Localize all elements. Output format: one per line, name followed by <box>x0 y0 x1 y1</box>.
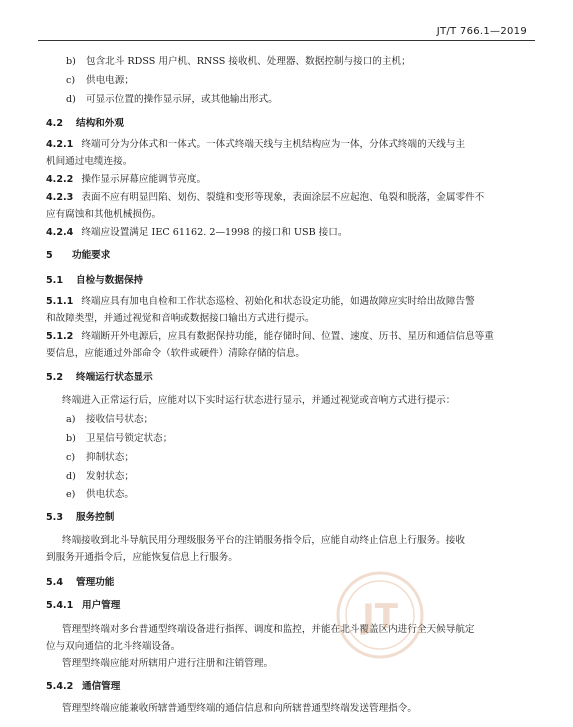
document-code: JT/T 766.1—2019 <box>436 26 527 37</box>
list-item: a) 接收信号状态； <box>66 414 154 425</box>
clause-paragraph: 4.2.3 表面不应有明显凹陷、划伤、裂缝和变形等现象，表面涂层不应起泡、龟裂和脱落，金属零件不 <box>46 192 485 203</box>
clause-continuation: 要信息，应能通过外部命令（软件或硬件）清除存储的信息。 <box>46 348 306 359</box>
jt-watermark-stamp <box>335 570 425 660</box>
list-item: d) 可显示位置的操作显示屏，或其他输出形式。 <box>66 94 278 105</box>
body-paragraph: 管理型终端应能兼收所辖普通型终端的通信信息和向所辖普通型终端发送管理指令。 <box>62 703 417 714</box>
list-item: c) 抑制状态； <box>66 452 134 463</box>
body-paragraph: 终端接收到北斗导航民用分理级服务平台的注销服务指令后，应能自动终止信息上行服务。接收 <box>62 535 465 546</box>
clause-paragraph: 5.1.1 终端应具有加电自检和工作状态巡检、初始化和状态设定功能，如遇故障应实时给出故障告警 <box>46 296 475 307</box>
clause-continuation: 机间通过电缆连接。 <box>46 156 133 167</box>
subsection-heading: 5.4.1 用户管理 <box>46 600 121 611</box>
subsection-heading: 5.4.2 通信管理 <box>46 681 121 692</box>
list-item: b) 卫星信号锁定状态； <box>66 433 173 444</box>
clause-paragraph: 4.2.1 终端可分为分体式和一体式。一体式终端天线与主机结构应为一体，分体式终端的天线与主 <box>46 139 466 150</box>
section-heading: 5.1 自检与数据保持 <box>46 275 144 286</box>
list-item: e) 供电状态。 <box>66 489 134 500</box>
clause-continuation: 应有腐蚀和其他机械损伤。 <box>46 209 162 220</box>
header-rule <box>38 40 535 41</box>
stamp-letters: JT <box>362 597 398 637</box>
list-item: d) 发射状态； <box>66 471 134 482</box>
section-heading: 5.2 终端运行状态显示 <box>46 372 153 383</box>
body-continuation: 位与双向通信的北斗终端设备。 <box>46 641 181 652</box>
body-paragraph: 管理型终端对多台普通型终端设备进行指挥、调度和监控，并能在北斗覆盖区内进行全天候导航定 <box>62 624 475 635</box>
body-paragraph: 管理型终端应能对所辖用户进行注册和注销管理。 <box>62 658 274 669</box>
chapter-heading: 5 功能要求 <box>46 250 111 261</box>
clause-paragraph: 4.2.4 终端应设置满足 IEC 61162. 2—1998 的接口和 USB 接口。 <box>46 227 348 238</box>
body-paragraph: 终端进入正常运行后，应能对以下实时运行状态进行显示，并通过视觉或音响方式进行提示： <box>62 395 456 406</box>
body-continuation: 到服务开通指令后，应能恢复信息上行服务。 <box>46 552 238 563</box>
clause-paragraph: 4.2.2 操作显示屏幕应能调节亮度。 <box>46 174 207 185</box>
clause-paragraph: 5.1.2 终端断开外电源后，应具有数据保持功能，能存储时间、位置、速度、历书、星历和通信信息等重 <box>46 331 494 342</box>
section-heading: 5.4 管理功能 <box>46 577 115 588</box>
section-heading: 5.3 服务控制 <box>46 512 115 523</box>
clause-continuation: 和故障类型，并通过视觉和音响或数据接口输出方式进行提示。 <box>46 313 315 324</box>
section-heading: 4.2 结构和外观 <box>46 118 124 129</box>
list-item: c) 供电电源； <box>66 75 134 86</box>
list-item: b) 包含北斗 RDSS 用户机、RNSS 接收机、处理器、数据控制与接口的主机； <box>66 56 411 67</box>
